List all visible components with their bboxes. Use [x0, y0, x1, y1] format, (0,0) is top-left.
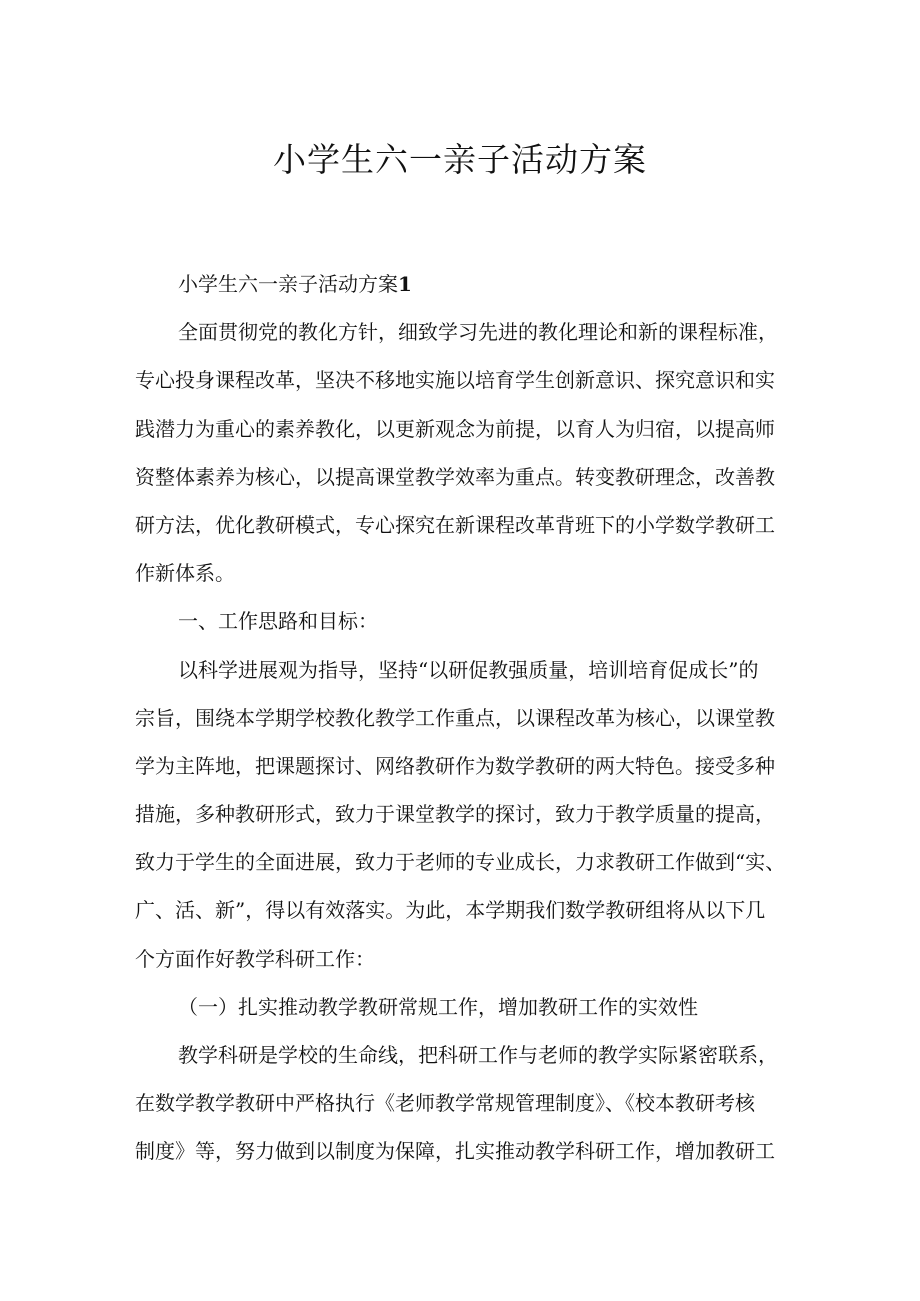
paragraph-line: 个方面作好教学科研工作：	[135, 946, 375, 971]
paragraph-line: 以科学进展观为指导，坚持“以研促教强质量，培训培育促成长”的	[178, 657, 759, 682]
paragraph-line: 在数学教学教研中严格执行《老师教学常规管理制度》、《校本教研考核	[135, 1091, 755, 1116]
paragraph-line: 全面贯彻党的教化方针，细致学习先进的教化理论和新的课程标准，	[178, 320, 778, 345]
document-title: 小学生六一亲子活动方案	[273, 140, 647, 179]
paragraph-line: 资整体素养为核心，以提高课堂教学效率为重点。转变教研理念，改善教	[135, 464, 775, 489]
paragraph-line: 践潜力为重心的素养教化，以更新观念为前提，以育人为归宿，以提高师	[135, 416, 775, 441]
paragraph-line: 学为主阵地，把课题探讨、网络教研作为数学教研的两大特色。接受多种	[135, 753, 775, 778]
document-body	[135, 265, 785, 1181]
section-heading-text: 小学生六一亲子活动方案	[178, 272, 398, 296]
paragraph-line: 专心投身课程改革，坚决不移地实施以培育学生创新意识、探究意识和实	[135, 368, 775, 393]
subsection-heading: 一、工作思路和目标：	[178, 609, 378, 634]
paragraph-line: 广、活、新”，得以有效落实。为此，本学期我们数学教研组将从以下几	[135, 898, 766, 923]
subsection-heading: （一）扎实推动教学教研常规工作，增加教研工作的实效性	[178, 994, 698, 1019]
paragraph-line: 宗旨，围绕本学期学校教化教学工作重点，以课程改革为核心，以课堂教	[135, 705, 775, 730]
paragraph-line: 措施，多种教研形式，致力于课堂教学的探讨，致力于教学质量的提高，	[135, 802, 775, 827]
section-heading-number: 1	[398, 272, 412, 296]
section-heading	[135, 265, 785, 313]
paragraph-line: 研方法，优化教研模式，专心探究在新课程改革背班下的小学数学教研工	[135, 512, 775, 537]
paragraph-line: 教学科研是学校的生命线，把科研工作与老师的教学实际紧密联系，	[178, 1043, 778, 1067]
paragraph-line: 制度》等，努力做到以制度为保障，扎实推动教学科研工作，增加教研工	[135, 1139, 775, 1164]
paragraph-line: 致力于学生的全面进展，致力于老师的专业成长，力求教研工作做到“实、	[135, 850, 786, 875]
paragraph-line: 作新体系。	[135, 561, 235, 586]
